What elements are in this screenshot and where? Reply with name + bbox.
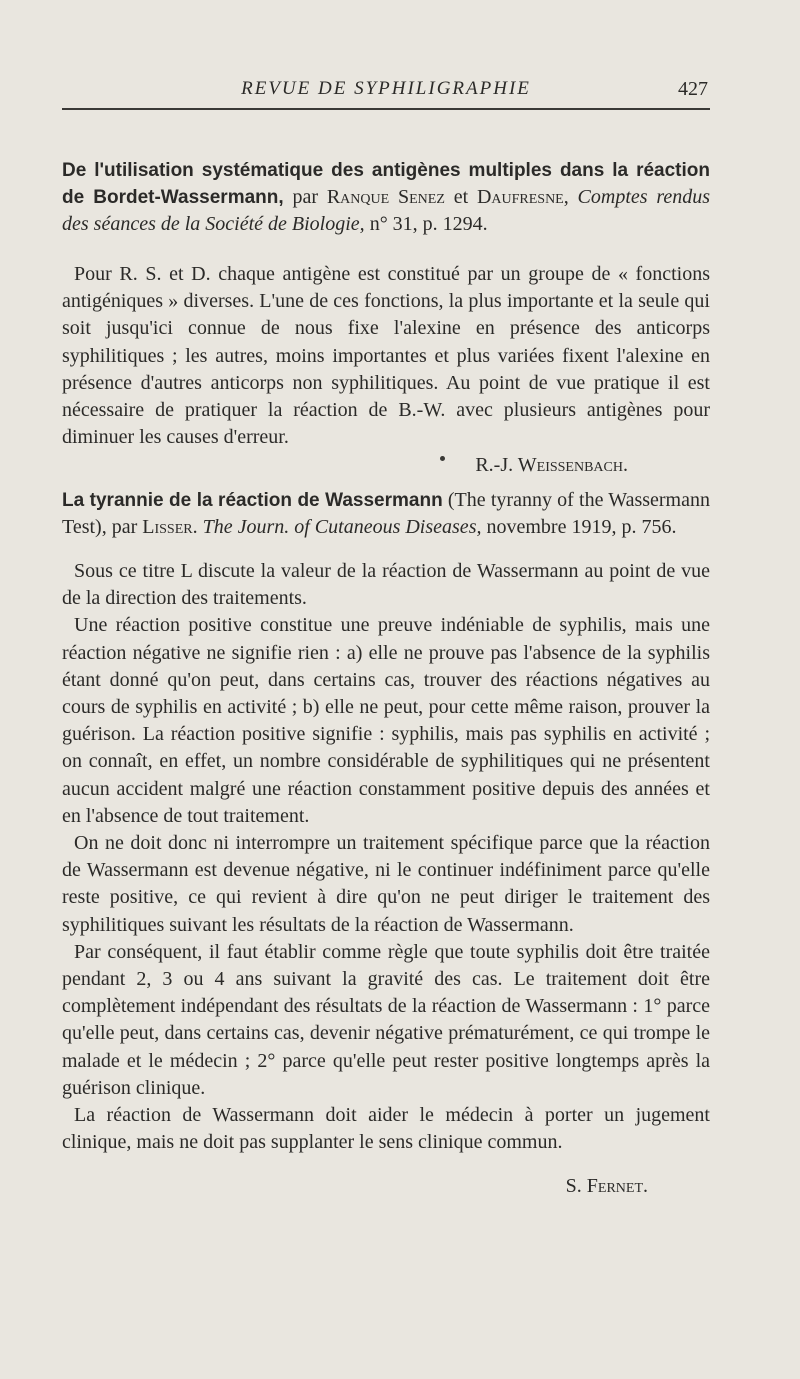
article-1-reference: n° 31, p. 1294. bbox=[369, 213, 488, 235]
article-2-paragraph-3: On ne doit donc ni interrompre un traitement spécifique parce que la réaction de Wassermann est devenue négative, ni le continuer indéfiniment parce qu'elle reste positive, ce qui revient à dire qu'on ne peut diriger le traitement des syphilitiques suivant les résultats de la réaction de Wassermann. bbox=[62, 832, 710, 936]
article-1-heading bbox=[62, 157, 710, 238]
article-2-signature: S. Fernet. bbox=[565, 1175, 648, 1198]
article-1-author-daufresne: Daufresne, bbox=[476, 186, 569, 208]
article-1 bbox=[62, 157, 710, 477]
article-1-and: et bbox=[453, 186, 469, 208]
article-2-paragraph-2: Une réaction positive constitue une preuve indéniable de syphilis, mais une réaction négative ne signifie rien : a) elle ne prouve pas l'absence de la syphilis étant donné qu'on peut, dans certains cas, trouver des réactions négatives au cours de syphilis en activité ; b) elle ne peut, pour cette même raison, prouver la guérison. La réaction positive signifie : syphilis, mais pas syphilis en activité ; on connaît, en effet, un nombre considérable de syphilitiques qui ne présentent aucun accident malgré une réaction constamment positive depuis des années et en l'absence de tout traitement. bbox=[62, 614, 710, 827]
article-1-paragraph: Pour R. S. et D. chaque antigène est constitué par un groupe de « fonctions antigéniques » diverses. L'une de ces fonctions, la plus importante et la seule qui soit jusqu'ici connue de nous fixe l'alexine en présence des anticorps syphilitiques ; les autres, moins importantes et plus variées fixent l'alexine en présence d'autres anticorps non syphilitiques. Au point de vue pratique il est nécessaire de pratiquer la réaction de B.-W. avec plusieurs antigènes pour diminuer les causes d'erreur. bbox=[62, 263, 710, 449]
article-1-signature: R.-J. Weissenbach. bbox=[475, 454, 628, 477]
article-2-paragraph-5: La réaction de Wassermann doit aider le médecin à porter un jugement clinique, mais ne doit pas supplanter le sens clinique commun. bbox=[62, 1104, 710, 1154]
article-2-paragraph-1: Sous ce titre L discute la valeur de la réaction de Wassermann au point de vue de la direction des traitements. bbox=[62, 560, 710, 610]
running-head bbox=[62, 76, 710, 110]
journal-title: REVUE DE SYPHILIGRAPHIE bbox=[241, 78, 531, 99]
article-1-title: De l'utilisation systématique des antigènes multiples dans la réaction de Bordet-Wassermann, bbox=[62, 160, 710, 208]
article-1-source: Comptes rendus des séances de la Société de Biologie, bbox=[62, 186, 711, 235]
article-1-author-ranque: Ranque bbox=[326, 186, 390, 208]
article-2-reference: novembre 1919, p. 756. bbox=[486, 516, 677, 538]
article-1-body bbox=[62, 261, 710, 451]
article-2-paragraph-4: Par conséquent, il faut établir comme règle que toute syphilis doit être traitée pendant 2, 3 ou 4 ans suivant la gravité des cas. Le traitement doit être complètement indépendant des résultats de la réaction de Wassermann : 1° parce qu'elle peut, dans certains cas, devenir négative prématurément, ce qui trompe le malade et le médecin ; 2° parce qu'elle peut rester positive longtemps après la guérison clinique. bbox=[62, 940, 710, 1099]
section-separator-dot bbox=[440, 456, 445, 461]
article-2-body bbox=[62, 558, 710, 1156]
article-2 bbox=[62, 487, 710, 1198]
article-1-by: par bbox=[292, 186, 319, 208]
article-2-title: La tyrannie de la réaction de Wassermann bbox=[62, 490, 443, 511]
article-2-subtitle: (The tyranny of the Wassermann Test), bbox=[62, 489, 710, 538]
article-1-author-senez: Senez bbox=[397, 186, 445, 208]
article-2-author-lisser: Lisser. bbox=[142, 516, 198, 538]
page-number: 427 bbox=[678, 78, 708, 100]
article-2-source: The Journ. of Cutaneous Diseases, bbox=[202, 516, 482, 538]
article-2-by: par bbox=[111, 516, 138, 538]
article-2-heading bbox=[62, 487, 710, 541]
